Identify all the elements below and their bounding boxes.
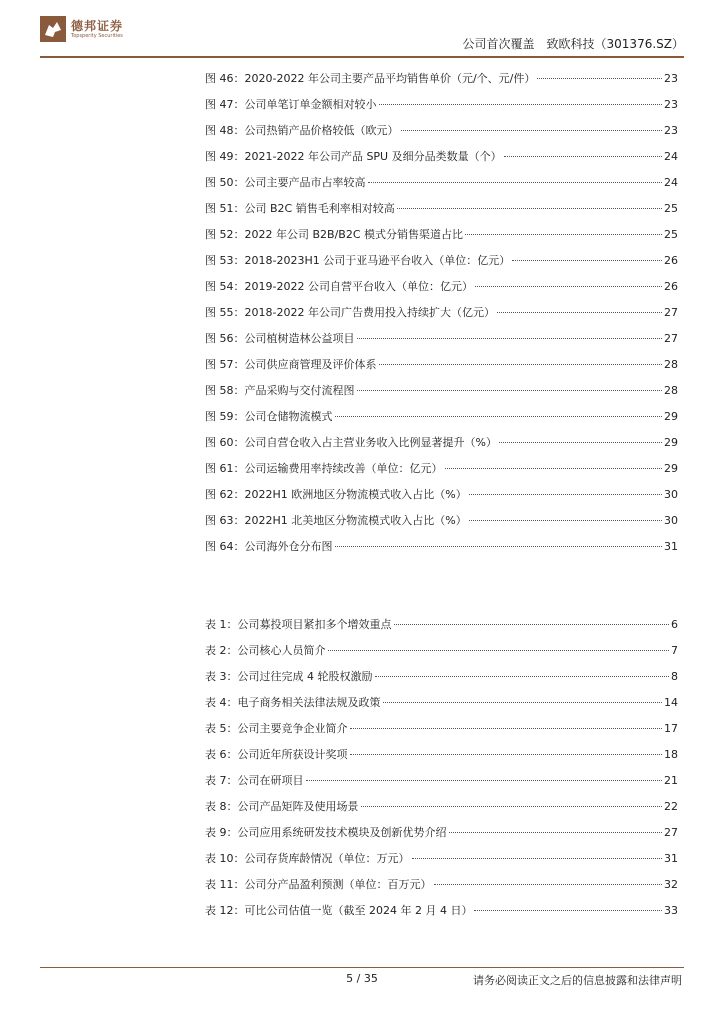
figure-entry-page: 24: [664, 176, 678, 189]
figure-entry-title: 图 57：公司供应商管理及评价体系: [205, 358, 377, 371]
footer-divider: [40, 967, 684, 968]
table-entry-page: 18: [664, 748, 678, 761]
dot-leader: [328, 650, 670, 651]
dot-leader: [375, 676, 670, 677]
brand-logo: [40, 16, 150, 42]
dot-leader: [449, 832, 663, 833]
figure-entry[interactable]: [205, 222, 678, 248]
figure-entry[interactable]: [205, 456, 678, 482]
header-divider: [40, 56, 684, 58]
table-entry[interactable]: [205, 846, 678, 872]
table-entry[interactable]: [205, 898, 678, 924]
table-entry-page: 6: [671, 618, 678, 631]
figure-entry-page: 26: [664, 254, 678, 267]
table-entry-title: 表 11：公司分产品盈利预测（单位：百万元）: [205, 878, 432, 891]
figure-entry[interactable]: [205, 430, 678, 456]
figure-entry-title: 图 49：2021-2022 年公司产品 SPU 及细分品类数量（个）: [205, 150, 502, 163]
figure-entry-page: 23: [664, 72, 678, 85]
table-entry-page: 14: [664, 696, 678, 709]
table-entry[interactable]: [205, 716, 678, 742]
dot-leader: [379, 104, 663, 105]
figure-entry-title: 图 52：2022 年公司 B2B/B2C 模式分销售渠道占比: [205, 228, 463, 241]
figure-entry-title: 图 54：2019-2022 公司自营平台收入（单位：亿元）: [205, 280, 473, 293]
figure-entry[interactable]: [205, 534, 678, 560]
dot-leader: [350, 728, 663, 729]
figure-entry-page: 31: [664, 540, 678, 553]
figure-entry[interactable]: [205, 66, 678, 92]
figure-entry-page: 29: [664, 410, 678, 423]
figure-entry-page: 25: [664, 202, 678, 215]
legal-disclaimer: 请务必阅读正文之后的信息披露和法律声明: [473, 974, 682, 987]
logo-en-text: Topsperity Securities: [71, 32, 123, 39]
dot-leader: [394, 624, 670, 625]
table-entry[interactable]: [205, 820, 678, 846]
figure-entry-page: 23: [664, 124, 678, 137]
dot-leader: [497, 312, 662, 313]
logo-mark-icon: [40, 16, 66, 42]
table-entry-title: 表 2：公司核心人员简介: [205, 644, 326, 657]
dot-leader: [335, 416, 663, 417]
table-entry-page: 31: [664, 852, 678, 865]
figure-entry-title: 图 64：公司海外仓分布图: [205, 540, 333, 553]
dot-leader: [469, 520, 662, 521]
figure-entry-title: 图 50：公司主要产品市占率较高: [205, 176, 366, 189]
dot-leader: [475, 286, 662, 287]
table-entry-title: 表 12：可比公司估值一览（截至 2024 年 2 月 4 日）: [205, 904, 473, 917]
table-entry-page: 33: [664, 904, 678, 917]
table-entry-page: 8: [671, 670, 678, 683]
figure-entry-page: 23: [664, 98, 678, 111]
figure-entry-page: 25: [664, 228, 678, 241]
figure-entry-title: 图 60：公司自营仓收入占主营业务收入比例显著提升（%）: [205, 436, 497, 449]
figure-entry-title: 图 58：产品采购与交付流程图: [205, 384, 355, 397]
figure-entry[interactable]: [205, 300, 678, 326]
dot-leader: [512, 260, 662, 261]
dot-leader: [379, 364, 663, 365]
table-entry-title: 表 8：公司产品矩阵及使用场景: [205, 800, 359, 813]
figure-entry-page: 26: [664, 280, 678, 293]
dot-leader: [397, 208, 662, 209]
dot-leader: [445, 468, 663, 469]
figure-entry-page: 27: [664, 332, 678, 345]
figure-entry-page: 30: [664, 514, 678, 527]
figure-entry-page: 28: [664, 384, 678, 397]
dot-leader: [401, 130, 663, 131]
dot-leader: [469, 494, 662, 495]
report-title: 公司首次覆盖 致欧科技（301376.SZ）: [462, 37, 684, 51]
table-entry[interactable]: [205, 794, 678, 820]
figure-entry-title: 图 46：2020-2022 年公司主要产品平均销售单价（元/个、元/件）: [205, 72, 536, 85]
table-entry-title: 表 1：公司募投项目紧扣多个增效重点: [205, 618, 392, 631]
dot-leader: [499, 442, 662, 443]
dot-leader: [357, 390, 663, 391]
figure-entry-title: 图 48：公司热销产品价格较低（欧元）: [205, 124, 399, 137]
dot-leader: [306, 780, 663, 781]
figure-entry[interactable]: [205, 196, 678, 222]
figure-entry[interactable]: [205, 508, 678, 534]
table-entry[interactable]: [205, 872, 678, 898]
figure-entry[interactable]: [205, 404, 678, 430]
figure-entry[interactable]: [205, 482, 678, 508]
dot-leader: [537, 78, 662, 79]
dot-leader: [357, 338, 663, 339]
table-entry-title: 表 3：公司过往完成 4 轮股权激励: [205, 670, 373, 683]
figure-entry-title: 图 47：公司单笔订单金额相对较小: [205, 98, 377, 111]
table-entry-title: 表 4：电子商务相关法律法规及政策: [205, 696, 381, 709]
figure-entry[interactable]: [205, 92, 678, 118]
figure-entry[interactable]: [205, 274, 678, 300]
dot-leader: [361, 806, 663, 807]
dot-leader: [412, 858, 663, 859]
table-entry-title: 表 7：公司在研项目: [205, 774, 304, 787]
figure-entry[interactable]: [205, 144, 678, 170]
figure-entry-title: 图 59：公司仓储物流模式: [205, 410, 333, 423]
figure-entry-page: 27: [664, 306, 678, 319]
figure-entry-page: 24: [664, 150, 678, 163]
table-entry-page: 22: [664, 800, 678, 813]
figure-entry[interactable]: [205, 378, 678, 404]
table-index: [205, 612, 678, 924]
figure-entry[interactable]: [205, 326, 678, 352]
figure-entry-title: 图 63：2022H1 北美地区分物流模式收入占比（%）: [205, 514, 467, 527]
dot-leader: [335, 546, 663, 547]
dot-leader: [434, 884, 663, 885]
table-entry[interactable]: [205, 612, 678, 638]
table-entry-page: 7: [671, 644, 678, 657]
figure-entry-page: 29: [664, 436, 678, 449]
figure-index: [205, 66, 678, 560]
table-entry-title: 表 9：公司应用系统研发技术模块及创新优势介绍: [205, 826, 447, 839]
table-entry-page: 21: [664, 774, 678, 787]
figure-entry-title: 图 61：公司运输费用率持续改善（单位：亿元）: [205, 462, 443, 475]
table-entry[interactable]: [205, 690, 678, 716]
table-entry-title: 表 10：公司存货库龄情况（单位：万元）: [205, 852, 410, 865]
figure-entry[interactable]: [205, 248, 678, 274]
figure-entry[interactable]: [205, 170, 678, 196]
table-entry-page: 27: [664, 826, 678, 839]
dot-leader: [383, 702, 663, 703]
page-number: 5 / 35: [346, 972, 378, 985]
table-entry-page: 32: [664, 878, 678, 891]
logo-cn-text: 德邦证券: [71, 18, 124, 33]
figure-entry-title: 图 55：2018-2022 年公司广告费用投入持续扩大（亿元）: [205, 306, 495, 319]
table-entry-title: 表 5：公司主要竞争企业简介: [205, 722, 348, 735]
figure-entry-title: 图 56：公司植树造林公益项目: [205, 332, 355, 345]
dot-leader: [504, 156, 662, 157]
table-entry-title: 表 6：公司近年所获设计奖项: [205, 748, 348, 761]
table-entry-page: 17: [664, 722, 678, 735]
table-entry[interactable]: [205, 638, 678, 664]
dot-leader: [368, 182, 663, 183]
table-entry[interactable]: [205, 742, 678, 768]
figure-entry-page: 30: [664, 488, 678, 501]
figure-entry-page: 29: [664, 462, 678, 475]
figure-entry-title: 图 62：2022H1 欧洲地区分物流模式收入占比（%）: [205, 488, 467, 501]
table-entry[interactable]: [205, 664, 678, 690]
figure-entry-title: 图 53：2018-2023H1 公司于亚马逊平台收入（单位：亿元）: [205, 254, 511, 267]
dot-leader: [474, 910, 662, 911]
figure-entry[interactable]: [205, 352, 678, 378]
table-entry[interactable]: [205, 768, 678, 794]
figure-entry-title: 图 51：公司 B2C 销售毛利率相对较高: [205, 202, 395, 215]
dot-leader: [350, 754, 663, 755]
figure-entry-page: 28: [664, 358, 678, 371]
dot-leader: [465, 234, 662, 235]
figure-entry[interactable]: [205, 118, 678, 144]
